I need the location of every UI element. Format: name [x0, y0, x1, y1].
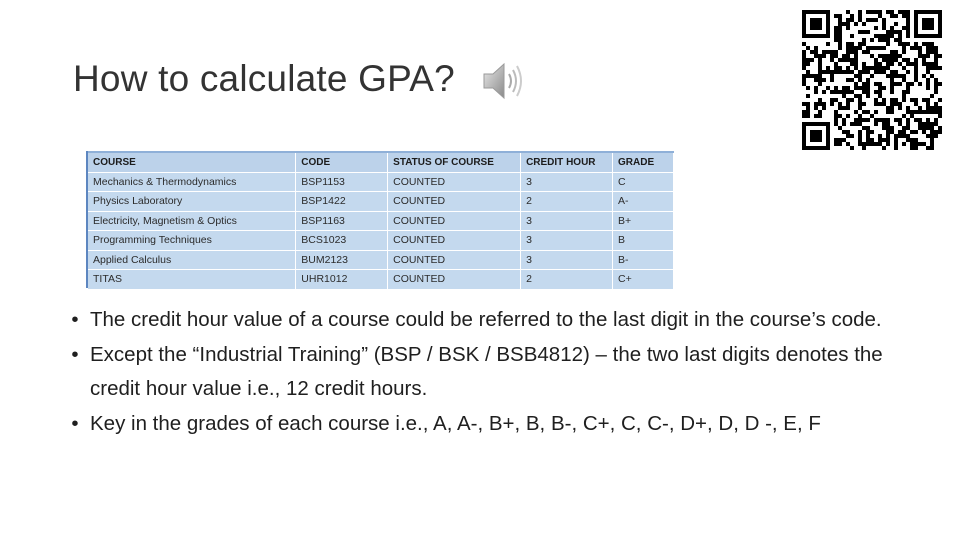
cell-code: BUM2123 [296, 250, 388, 270]
cell-course: Applied Calculus [88, 250, 296, 270]
table-row [88, 211, 674, 231]
table-row [88, 192, 674, 212]
bullet-text: Except the “Industrial Training” (BSP / BSK / BSB4812) – the two last digits denotes the credit hour value i.e., 12 credit hours. [90, 342, 883, 400]
header-grade: GRADE [613, 152, 674, 172]
bullet-list [66, 303, 896, 441]
bullet-dot: • [71, 342, 79, 366]
cell-credit-hour: 2 [521, 270, 613, 290]
cell-status: COUNTED [388, 172, 521, 192]
cell-status: COUNTED [388, 192, 521, 212]
header-status: STATUS OF COURSE [388, 152, 521, 172]
table-header-row [88, 152, 674, 172]
cell-course: Mechanics & Thermodynamics [88, 172, 296, 192]
table-row [88, 172, 674, 192]
table-row [88, 250, 674, 270]
qr-code-icon [802, 10, 942, 150]
header-code: CODE [296, 152, 388, 172]
cell-credit-hour: 3 [521, 172, 613, 192]
header-credit-hour: CREDIT HOUR [521, 152, 613, 172]
cell-code: BSP1422 [296, 192, 388, 212]
cell-course: Electricity, Magnetism & Optics [88, 211, 296, 231]
header-course: COURSE [88, 152, 296, 172]
cell-grade: C+ [613, 270, 674, 290]
cell-status: COUNTED [388, 211, 521, 231]
table-row [88, 231, 674, 251]
bullet-item [66, 338, 896, 407]
bullet-dot: • [71, 411, 79, 435]
cell-grade: C [613, 172, 674, 192]
cell-credit-hour: 3 [521, 231, 613, 251]
bullet-item [66, 303, 896, 338]
cell-status: COUNTED [388, 270, 521, 290]
slide-title: How to calculate GPA? [73, 58, 455, 99]
cell-course: Physics Laboratory [88, 192, 296, 212]
bullet-text: Key in the grades of each course i.e., A, A-, B+, B, B-, C+, C, C-, D+, D, D -, E, F [90, 411, 821, 435]
cell-grade: A- [613, 192, 674, 212]
cell-course: TITAS [88, 270, 296, 290]
bullet-dot: • [71, 308, 79, 331]
cell-credit-hour: 3 [521, 250, 613, 270]
bullet-text: The credit hour value of a course could be referred to the last digit in the course’s code. [90, 308, 882, 331]
cell-course: Programming Techniques [88, 231, 296, 251]
cell-grade: B [613, 231, 674, 251]
cell-status: COUNTED [388, 231, 521, 251]
cell-grade: B+ [613, 211, 674, 231]
cell-credit-hour: 2 [521, 192, 613, 212]
cell-status: COUNTED [388, 250, 521, 270]
speaker-icon[interactable] [480, 58, 526, 104]
cell-code: BSP1153 [296, 172, 388, 192]
grades-table [88, 151, 674, 290]
bullet-item [66, 407, 896, 442]
cell-grade: B- [613, 250, 674, 270]
cell-credit-hour: 3 [521, 211, 613, 231]
table-row [88, 270, 674, 290]
cell-code: UHR1012 [296, 270, 388, 290]
cell-code: BSP1163 [296, 211, 388, 231]
cell-code: BCS1023 [296, 231, 388, 251]
